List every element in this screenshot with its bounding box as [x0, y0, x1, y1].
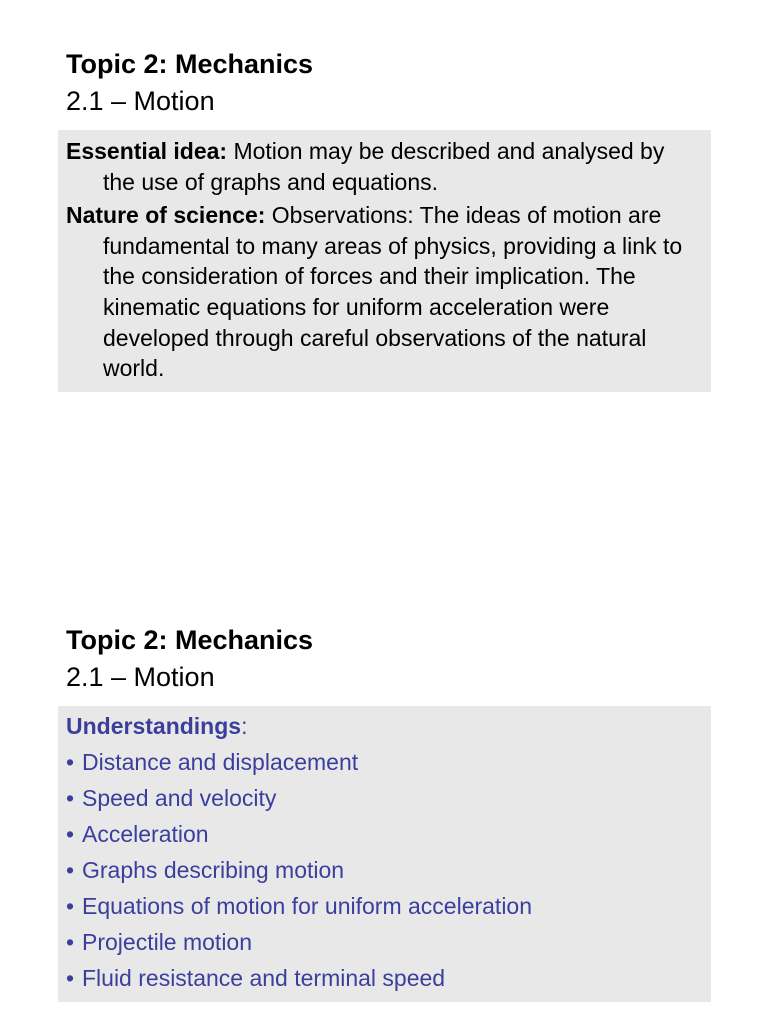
bullet-icon: •: [66, 965, 75, 991]
list-item: [66, 816, 701, 852]
nature-of-science-paragraph: [66, 200, 699, 384]
understandings-colon: :: [241, 713, 248, 739]
understandings-label: Understandings: [66, 713, 242, 739]
list-item: [66, 852, 701, 888]
list-item: [66, 888, 701, 924]
essential-idea-text: Motion may be described and analysed by the use of graphs and equations.: [103, 138, 665, 195]
slide-subtitle: 2.1 – Motion: [66, 662, 215, 692]
slide-title: Topic 2: Mechanics: [66, 625, 314, 655]
understandings-list: [66, 744, 701, 996]
bullet-icon: •: [66, 929, 75, 955]
bullet-icon: •: [66, 785, 75, 811]
list-item-text: Acceleration: [82, 821, 209, 847]
bullet-icon: •: [66, 857, 75, 883]
nature-of-science-text: Observations: The ideas of motion are fundamental to many areas of physics, providing a link to the consideration of forces and their implication. The kinematic equations for uniform acceleration were developed through careful observations of the natural world.: [103, 202, 683, 382]
list-item: [66, 960, 701, 996]
list-item-text: Equations of motion for uniform acceleration: [82, 893, 533, 919]
essential-idea-label: Essential idea:: [66, 138, 228, 164]
list-item-text: Distance and displacement: [82, 749, 359, 775]
list-item: [66, 780, 701, 816]
list-item-text: Fluid resistance and terminal speed: [82, 965, 446, 991]
nature-of-science-label: Nature of science:: [66, 202, 266, 229]
bullet-icon: •: [66, 821, 75, 847]
slide-subtitle: 2.1 – Motion: [66, 86, 215, 116]
essential-idea-paragraph: [66, 136, 699, 197]
essential-idea-box: [58, 130, 711, 392]
list-item-text: Graphs describing motion: [82, 857, 345, 883]
list-item-text: Speed and velocity: [82, 785, 277, 811]
understandings-heading: [66, 708, 701, 744]
understandings-box: [58, 706, 711, 1002]
list-item: [66, 924, 701, 960]
slide-title: Topic 2: Mechanics: [66, 49, 314, 79]
list-item: [66, 744, 701, 780]
list-item-text: Projectile motion: [82, 929, 253, 955]
bullet-icon: •: [66, 749, 75, 775]
bullet-icon: •: [66, 893, 75, 919]
